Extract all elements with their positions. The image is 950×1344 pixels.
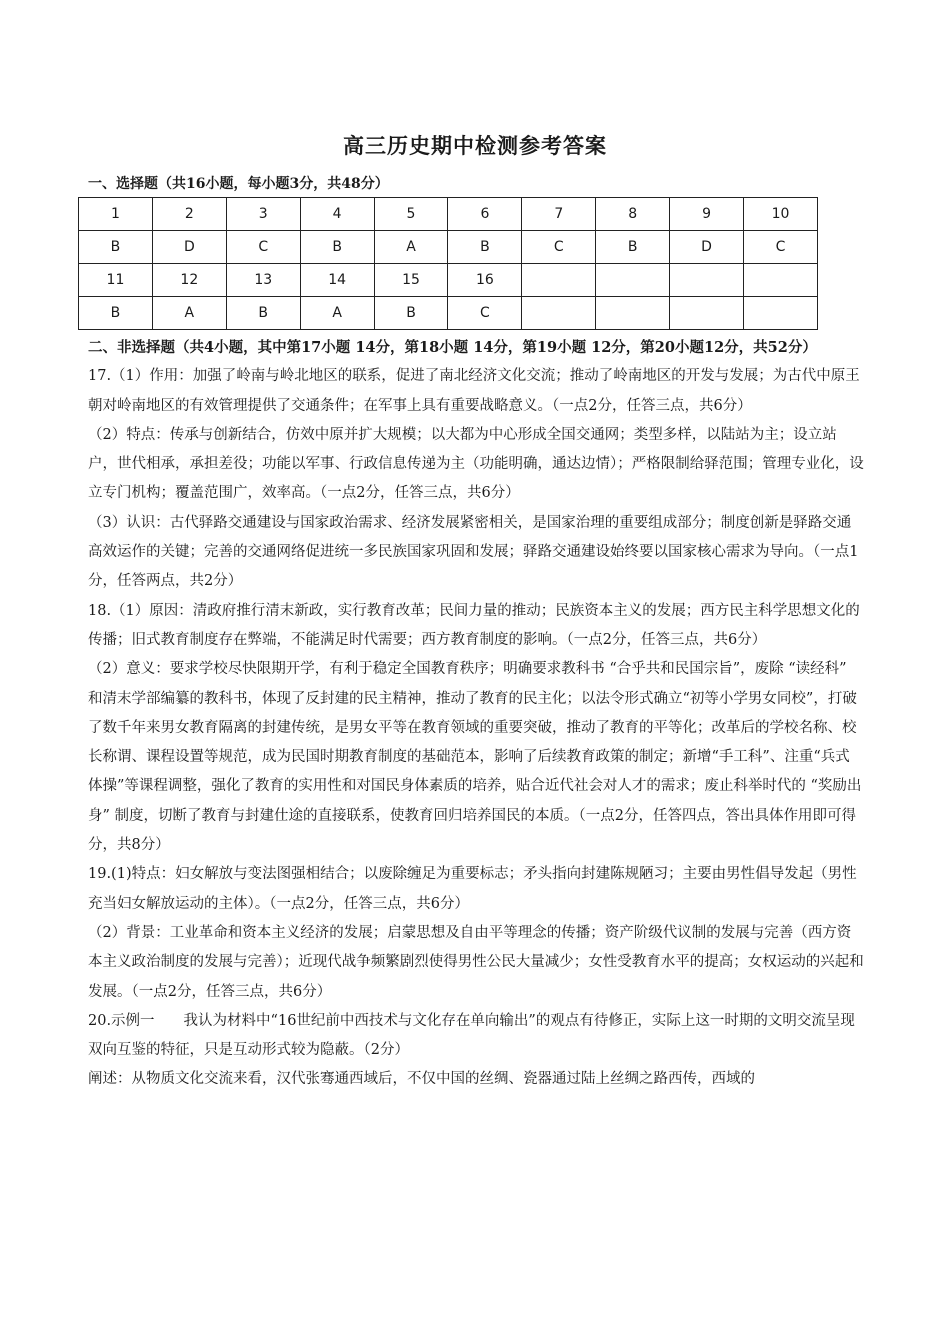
answer-cell: B xyxy=(226,297,300,330)
answer-cell xyxy=(596,297,670,330)
question-number-row xyxy=(79,264,818,297)
question-number-cell: 15 xyxy=(374,264,448,297)
section1-heading: 一、选择题（共16小题，每小题3分，共48分） xyxy=(88,176,389,192)
answer-cell: D xyxy=(152,231,226,264)
answer-18-1: 18.（1）原因：清政府推行清末新政，实行教育改革；民间力量的推动；民族资本主义的发展；西方民主科学思想文化的传播；旧式教育制度存在弊端，不能满足时代需要；西方教育制度的影响。（一点2分，任答三点，共6分） xyxy=(88,602,860,648)
answer-18-2: （2）意义：要求学校尽快限期开学，有利于稳定全国教育秩序；明确要求教科书 “合乎共和民国宗旨”，废除 “读经科” 和清末学部编纂的教科书，体现了反封建的民主精神，推动了教育的民主化；以法令形式确立“初等小学男女同校”，打破了数千年来男女教育隔离的封建传统，是男女平等在教育领域的重要突破，推动了教育的平等化；改革后的学校名称、校长称谓、课程设置等规范，成为民国时期教育制度的基础范本，影响了后续教育政策的制定；新增“手工科”、注重“兵式体操”等课程调整，强化了教育的实用性和对国民身体素质的培养，贴合近代社会对人才的需求；废止科举时代的 “奖励出身” 制度，切断了教育与封建仕途的直接联系，使教育回归培养国民的本质。（一点2分，任答四点，答出具体作用即可得分，共8分） xyxy=(88,661,862,854)
answer-cell: C xyxy=(522,231,596,264)
question-number-cell: 2 xyxy=(152,198,226,231)
question-number-cell: 11 xyxy=(79,264,153,297)
answer-cell xyxy=(522,297,596,330)
question-number-cell: 12 xyxy=(152,264,226,297)
answer-body xyxy=(88,333,864,1095)
question-number-cell: 8 xyxy=(596,198,670,231)
answer-cell: D xyxy=(670,231,744,264)
answer-letter-row xyxy=(79,297,818,330)
answer-cell: B xyxy=(300,231,374,264)
answer-cell: B xyxy=(79,297,153,330)
question-number-cell xyxy=(670,264,744,297)
question-number-cell: 3 xyxy=(226,198,300,231)
question-number-cell xyxy=(596,264,670,297)
document-title: 高三历史期中检测参考答案 xyxy=(343,133,607,158)
answer-19-2: （2）背景：工业革命和资本主义经济的发展；启蒙思想及自由平等理念的传播；资产阶级代议制的发展与完善（西方资本主义政治制度的发展与完善）；近现代战争频繁剧烈使得男性公民大量减少；女性受教育水平的提高；女权运动的兴起和发展。（一点2分，任答三点，共6分） xyxy=(88,924,864,1000)
question-number-cell: 16 xyxy=(448,264,522,297)
answer-cell: B xyxy=(448,231,522,264)
answer-letter-row xyxy=(79,231,818,264)
answer-cell: A xyxy=(374,231,448,264)
question-number-cell xyxy=(744,264,818,297)
question-number-cell: 1 xyxy=(79,198,153,231)
question-number-cell: 7 xyxy=(522,198,596,231)
answer-cell: A xyxy=(300,297,374,330)
question-number-row xyxy=(79,198,818,231)
question-number-cell: 13 xyxy=(226,264,300,297)
question-number-cell: 10 xyxy=(744,198,818,231)
question-number-cell: 14 xyxy=(300,264,374,297)
answer-cell: B xyxy=(374,297,448,330)
question-number-cell: 9 xyxy=(670,198,744,231)
question-number-cell: 4 xyxy=(300,198,374,231)
answer-cell: C xyxy=(226,231,300,264)
answer-cell: C xyxy=(744,231,818,264)
question-number-cell: 5 xyxy=(374,198,448,231)
section2-heading: 二、非选择题（共4小题，其中第17小题 14分，第18小题 14分，第19小题 12分，第20小题12分，共52分） xyxy=(88,339,817,356)
question-number-cell xyxy=(522,264,596,297)
answer-table xyxy=(78,197,818,330)
answer-cell: C xyxy=(448,297,522,330)
answer-17-3: （3）认识：古代驿路交通建设与国家政治需求、经济发展紧密相关，是国家治理的重要组成部分；制度创新是驿路交通高效运作的关键；完善的交通网络促进统一多民族国家巩固和发展；驿路交通建设始终要以国家核心需求为导向。（一点1分，任答两点，共2分） xyxy=(88,514,859,590)
answer-cell xyxy=(744,297,818,330)
answer-17-1: 17.（1）作用：加强了岭南与岭北地区的联系，促进了南北经济文化交流；推动了岭南地区的开发与发展；为古代中原王朝对岭南地区的有效管理提供了交通条件；在军事上具有重要战略意义。（一点2分，任答三点，共6分） xyxy=(88,368,860,414)
answer-19-1: 19.(1)特点：妇女解放与变法图强相结合；以废除缠足为重要标志；矛头指向封建陈规陋习；主要由男性倡导发起（男性充当妇女解放运动的主体）。（一点2分，任答三点，共6分） xyxy=(88,866,857,912)
answer-cell: A xyxy=(152,297,226,330)
answer-20-elaboration: 阐述：从物质文化交流来看，汉代张骞通西域后，不仅中国的丝绸、瓷器通过陆上丝绸之路西传，西域的 xyxy=(88,1071,755,1088)
answer-cell: B xyxy=(596,231,670,264)
answer-20-example: 20.示例一 我认为材料中“16世纪前中西技术与文化存在单向输出”的观点有待修正，实际上这一时期的文明交流呈现双向互鉴的特征，只是互动形式较为隐蔽。（2分） xyxy=(88,1012,855,1059)
answer-17-2: （2）特点：传承与创新结合，仿效中原并扩大规模；以大都为中心形成全国交通网；类型多样，以陆站为主；设立站户，世代相承，承担差役；功能以军事、行政信息传递为主（功能明确，通达边情）；严格限制给驿范围；管理专业化，设立专门机构；覆盖范围广，效率高。（一点2分，任答三点，共6分） xyxy=(88,426,864,502)
answer-cell: B xyxy=(79,231,153,264)
answer-cell xyxy=(670,297,744,330)
question-number-cell: 6 xyxy=(448,198,522,231)
